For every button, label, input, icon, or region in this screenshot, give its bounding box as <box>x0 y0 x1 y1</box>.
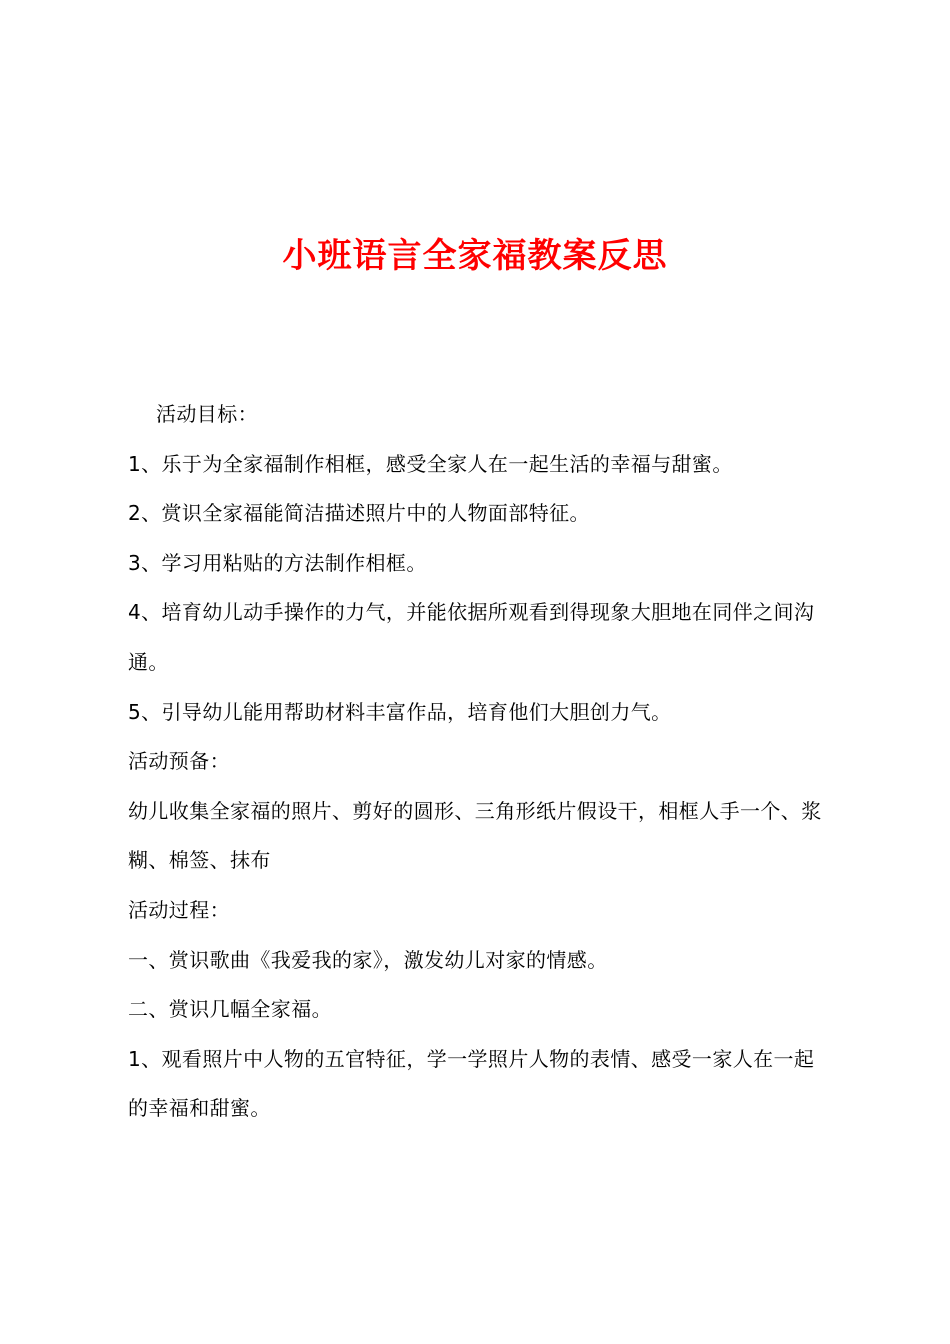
preparation-text: 幼儿收集全家福的照片、剪好的圆形、三角形纸片假设干，相框人手一个、浆糊、棉签、抹布 <box>128 798 822 873</box>
section-heading-goals: 活动目标： <box>156 402 258 426</box>
section-heading-process: 活动过程： <box>128 897 230 922</box>
goal-item-2: 2、赏识全家福能简洁描述照片中的人物面部特征。 <box>128 501 590 526</box>
section-heading-preparation: 活动预备： <box>128 749 230 774</box>
goal-item-1: 1、乐于为全家福制作相框，感受全家人在一起生活的幸福与甜蜜。 <box>128 451 733 476</box>
page-title: 小班语言全家福教案反思 <box>282 235 668 276</box>
process-step-1: 一、赏识歌曲《我爱我的家》，激发幼儿对家的情感。 <box>128 947 608 972</box>
goal-item-3: 3、学习用粘贴的方法制作相框。 <box>128 550 427 575</box>
process-substep-1: 1、观看照片中人物的五官特征，学一学照片人物的表情、感受一家人在一起的幸福和甜蜜。 <box>128 1046 815 1121</box>
goal-item-4: 4、培育幼儿动手操作的力气，并能依据所观看到得现象大胆地在同伴之间沟通。 <box>128 600 815 674</box>
process-step-2: 二、赏识几幅全家福。 <box>128 997 332 1022</box>
document-body <box>128 390 834 1134</box>
goal-item-5: 5、引导幼儿能用帮助材料丰富作品，培育他们大胆创力气。 <box>128 699 672 724</box>
